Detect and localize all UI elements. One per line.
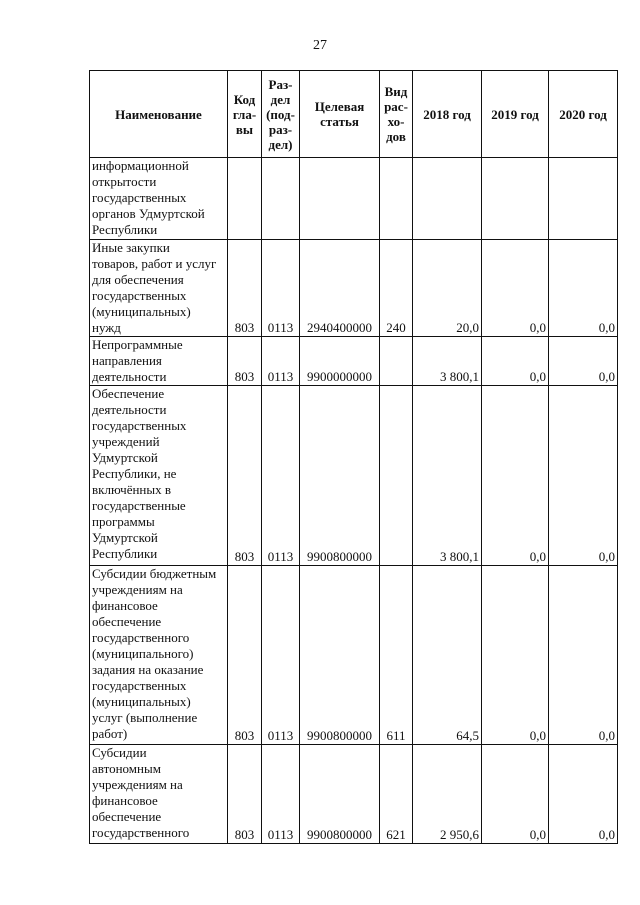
row-2019: 0,0 — [482, 240, 549, 337]
header-name: Наименование — [90, 71, 228, 158]
table-row — [90, 386, 618, 566]
row-2020: 0,0 — [549, 337, 618, 386]
row-2019: 0,0 — [482, 566, 549, 745]
table-header-row — [90, 71, 618, 158]
row-2020: 0,0 — [549, 745, 618, 844]
row-2018 — [413, 158, 482, 240]
row-section: 0113 — [262, 337, 300, 386]
table-row — [90, 337, 618, 386]
row-chapter-code: 803 — [228, 240, 262, 337]
row-name: Субсидии бюджетным учреждениям на финансовое обеспечение государственного (муниципального) задания на оказание государственных (муниципальных) услуг (выполнение работ) — [90, 566, 228, 745]
row-expense-type — [380, 158, 413, 240]
row-2020 — [549, 158, 618, 240]
row-2019: 0,0 — [482, 386, 549, 566]
row-2020: 0,0 — [549, 240, 618, 337]
row-chapter-code: 803 — [228, 745, 262, 844]
row-2018: 3 800,1 — [413, 386, 482, 566]
row-2020: 0,0 — [549, 566, 618, 745]
row-target-item: 9900800000 — [300, 566, 380, 745]
row-section — [262, 158, 300, 240]
header-section: Раз- дел (под- раз- дел) — [262, 71, 300, 158]
row-chapter-code — [228, 158, 262, 240]
header-expense-type: Вид рас- хо- дов — [380, 71, 413, 158]
row-target-item: 2940400000 — [300, 240, 380, 337]
row-section: 0113 — [262, 566, 300, 745]
row-expense-type — [380, 337, 413, 386]
row-chapter-code: 803 — [228, 386, 262, 566]
row-2019: 0,0 — [482, 745, 549, 844]
row-2018: 64,5 — [413, 566, 482, 745]
header-chapter-code: Код гла- вы — [228, 71, 262, 158]
row-target-item: 9900800000 — [300, 745, 380, 844]
row-name: Обеспечение деятельности государственных учреждений Удмуртской Республики, не включённых в государственные программы Удмуртской Республики — [90, 386, 228, 566]
header-target-item: Целевая статья — [300, 71, 380, 158]
row-name: Субсидии автономным учреждениям на финансовое обеспечение государственного — [90, 745, 228, 844]
budget-table — [89, 70, 618, 844]
table-row — [90, 566, 618, 745]
row-2020: 0,0 — [549, 386, 618, 566]
table-row — [90, 240, 618, 337]
row-2018: 2 950,6 — [413, 745, 482, 844]
row-name: информационной открытости государственных органов Удмуртской Республики — [90, 158, 228, 240]
row-name: Иные закупки товаров, работ и услуг для обеспечения государственных (муниципальных) нужд — [90, 240, 228, 337]
row-2018: 3 800,1 — [413, 337, 482, 386]
row-expense-type: 621 — [380, 745, 413, 844]
row-section: 0113 — [262, 240, 300, 337]
row-name: Непрограммные направления деятельности — [90, 337, 228, 386]
row-2019 — [482, 158, 549, 240]
row-section: 0113 — [262, 745, 300, 844]
header-2019: 2019 год — [482, 71, 549, 158]
header-2018: 2018 год — [413, 71, 482, 158]
row-chapter-code: 803 — [228, 566, 262, 745]
row-expense-type: 240 — [380, 240, 413, 337]
header-2020: 2020 год — [549, 71, 618, 158]
row-target-item: 9900000000 — [300, 337, 380, 386]
row-section: 0113 — [262, 386, 300, 566]
row-expense-type — [380, 386, 413, 566]
row-2019: 0,0 — [482, 337, 549, 386]
row-target-item: 9900800000 — [300, 386, 380, 566]
table-row — [90, 745, 618, 844]
row-target-item — [300, 158, 380, 240]
page-number: 27 — [313, 38, 327, 53]
table-row — [90, 158, 618, 240]
row-expense-type: 611 — [380, 566, 413, 745]
row-2018: 20,0 — [413, 240, 482, 337]
row-chapter-code: 803 — [228, 337, 262, 386]
